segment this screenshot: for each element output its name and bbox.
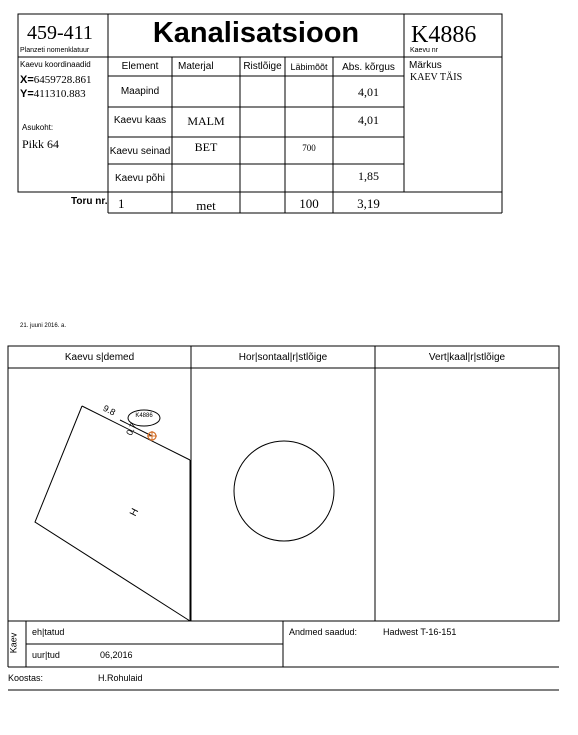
author-value: H.Rohulaid [98, 673, 143, 683]
built-label: eh|tatud [32, 627, 65, 637]
row-diameter: 700 [302, 143, 316, 153]
section-title-right: Vert|kaal|r|stlõige [428, 352, 506, 363]
x-coordinate [20, 74, 92, 86]
row-material: MALM [187, 114, 225, 128]
x-value: 6459728.861 [33, 74, 92, 86]
section-title-left: Kaevu s|demed [64, 352, 135, 363]
header-height: Abs. kõrgus [342, 62, 395, 73]
row-height: 1,85 [358, 169, 379, 183]
pipe-number: 1 [118, 196, 125, 211]
y-value: 411310.883 [33, 88, 86, 100]
pipe-height: 3,19 [357, 196, 380, 211]
dimension-side: 0.7 [124, 421, 139, 437]
sheet-number: 459-411 [27, 22, 93, 44]
building-outline [35, 406, 190, 621]
section-title-middle: Hor|sontaal|r|stlõige [238, 352, 328, 363]
row-height: 4,01 [358, 85, 379, 99]
sheet-caption: Planzeti nomenklatuur [20, 47, 90, 54]
row-element: Kaevu seinad [109, 146, 171, 157]
row-height: 4,01 [358, 113, 379, 127]
surveyed-label: uur|tud [32, 650, 60, 660]
sketch-frame [8, 346, 559, 621]
surveyed-value: 06,2016 [100, 650, 133, 660]
well-caption: Kaevu nr [410, 47, 439, 54]
pipe-label: Toru nr. [71, 196, 108, 207]
data-source-label: Andmed saadud: [289, 627, 358, 637]
data-source-value: Hadwest T-16-151 [383, 627, 457, 637]
x-label: X= [20, 74, 34, 86]
header-element: Element [121, 61, 159, 72]
row-material: BET [194, 140, 218, 154]
pipe-material: met [196, 198, 216, 213]
location-value: Pikk 64 [22, 137, 60, 151]
well-number: K4886 [411, 22, 477, 48]
header-diameter: Läbimõõt [290, 62, 328, 72]
row-element: Kaevu põhi [114, 173, 166, 184]
footer-side-label: Kaev [8, 632, 19, 654]
row-element: Maapind [120, 86, 160, 97]
author-label: Koostas: [8, 673, 44, 683]
coords-label: Kaevu koordinaadid [20, 60, 91, 69]
location-label: Asukoht: [22, 123, 54, 132]
y-coordinate [20, 88, 86, 100]
document-date: 21. juuni 2016. a. [20, 323, 67, 329]
building-label: H [128, 506, 142, 519]
page-title: Kanalisatsioon [152, 17, 360, 49]
horizontal-section-circle [234, 441, 334, 541]
header-material: Materjal [178, 61, 214, 72]
y-label: Y= [20, 88, 34, 100]
note-value: KAEV TÄIS [410, 72, 463, 83]
well-tag: K4886 [135, 413, 153, 419]
header-note: Märkus [409, 60, 442, 71]
pipe-diameter: 100 [299, 196, 319, 211]
header-cross-section: Ristlõige [243, 61, 282, 72]
dimension-top: 9.8 [101, 403, 118, 418]
row-element: Kaevu kaas [113, 115, 167, 126]
